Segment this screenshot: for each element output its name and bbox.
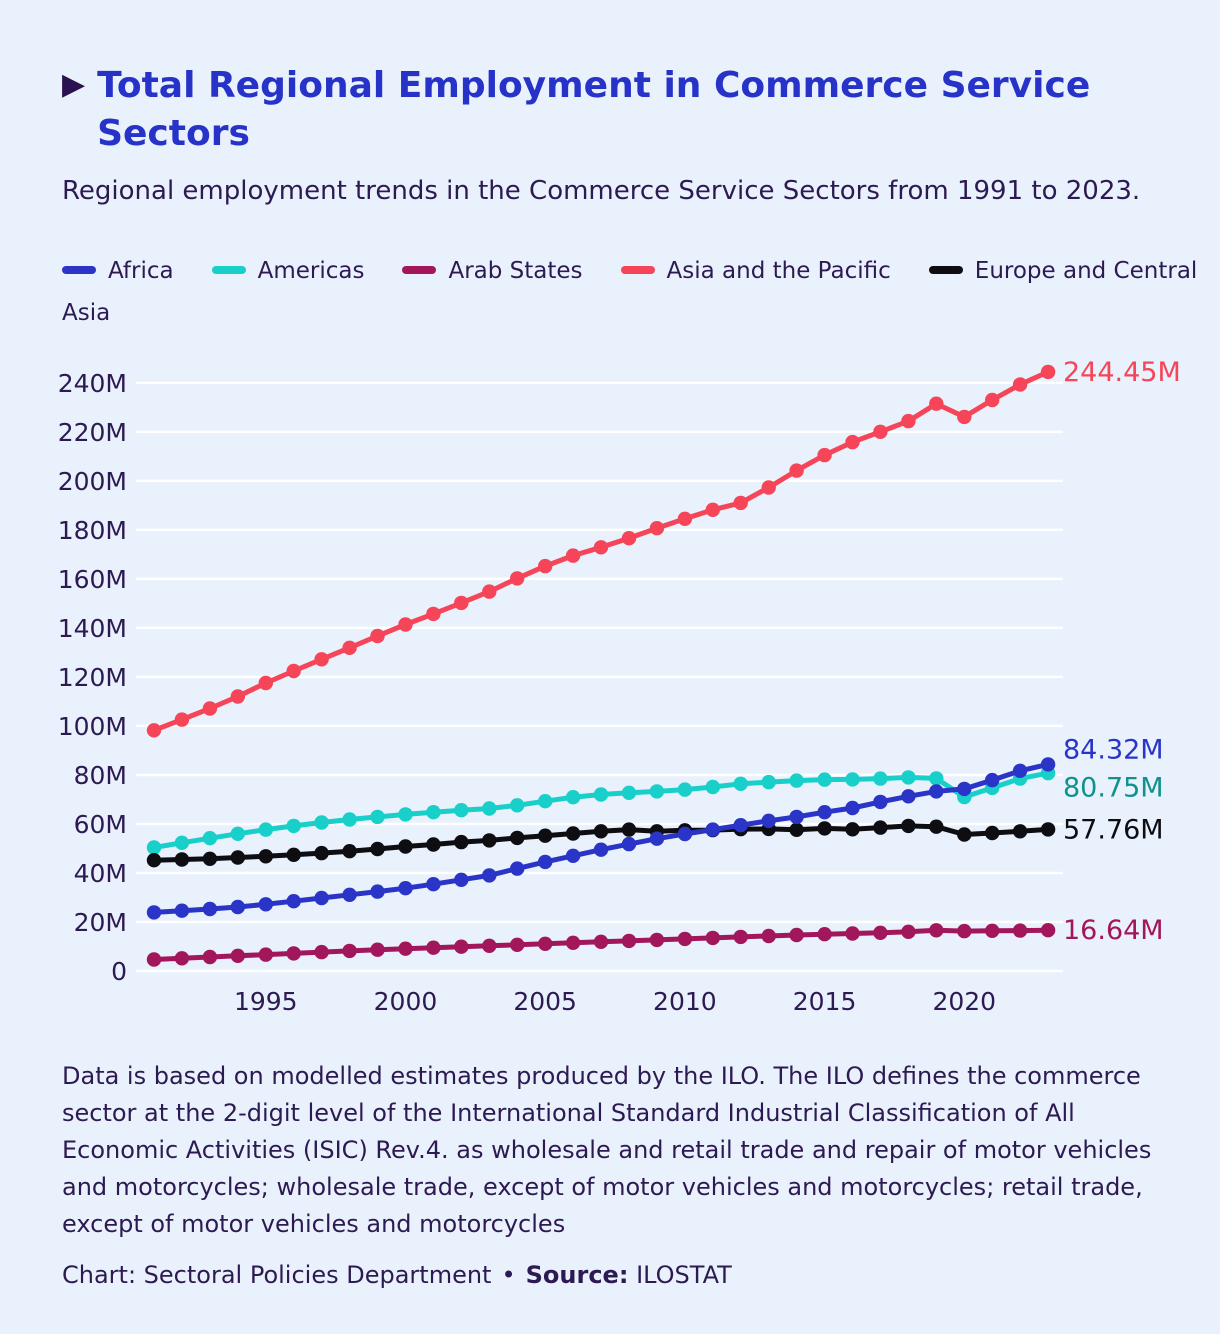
point-arab-states-2003 [482, 939, 496, 953]
point-asia-and-the-pacific-2023 [1041, 365, 1055, 379]
point-americas-1998 [342, 812, 356, 826]
point-americas-2002 [454, 803, 468, 817]
point-americas-2013 [762, 775, 776, 789]
point-europe-and-central-asia-2019 [929, 820, 943, 834]
point-europe-and-central-asia-2008 [622, 822, 636, 836]
point-africa-2006 [566, 849, 580, 863]
y-tick-label-200: 200M [57, 466, 127, 496]
point-asia-and-the-pacific-2020 [957, 410, 971, 424]
point-asia-and-the-pacific-2012 [734, 496, 748, 510]
point-asia-and-the-pacific-2009 [650, 521, 664, 535]
point-asia-and-the-pacific-2019 [929, 397, 943, 411]
point-americas-1992 [175, 836, 189, 850]
point-africa-2017 [873, 795, 887, 809]
point-asia-and-the-pacific-1996 [287, 664, 301, 678]
page-title: Total Regional Employment in Commerce Service Sectors [97, 65, 1091, 154]
point-asia-and-the-pacific-2010 [678, 512, 692, 526]
point-americas-2006 [566, 790, 580, 804]
legend-item-arab-states [402, 258, 582, 284]
point-asia-and-the-pacific-1998 [342, 641, 356, 655]
chart-legend [62, 250, 1220, 334]
point-arab-states-2011 [706, 931, 720, 945]
legend-item-africa [62, 258, 174, 284]
point-europe-and-central-asia-2002 [454, 835, 468, 849]
point-americas-2004 [510, 798, 524, 812]
point-asia-and-the-pacific-2022 [1013, 377, 1027, 391]
point-asia-and-the-pacific-1994 [231, 689, 245, 703]
point-arab-states-2008 [622, 934, 636, 948]
x-tick-label-2015: 2015 [792, 987, 857, 1016]
point-arab-states-2014 [789, 928, 803, 942]
point-europe-and-central-asia-1993 [203, 852, 217, 866]
end-label-americas: 80.75M [1063, 772, 1164, 804]
point-asia-and-the-pacific-1993 [203, 701, 217, 715]
point-americas-2003 [482, 801, 496, 815]
source-value: ILOSTAT [636, 1261, 732, 1289]
point-europe-and-central-asia-2001 [426, 837, 440, 851]
point-africa-1995 [259, 897, 273, 911]
legend-swatch-europe-and-central-asia [929, 266, 963, 274]
point-africa-2014 [789, 810, 803, 824]
point-americas-2012 [734, 777, 748, 791]
point-africa-2005 [538, 855, 552, 869]
point-europe-and-central-asia-2003 [482, 833, 496, 847]
point-arab-states-1997 [314, 945, 328, 959]
point-arab-states-2007 [594, 935, 608, 949]
point-arab-states-2001 [426, 941, 440, 955]
point-americas-1995 [259, 822, 273, 836]
point-africa-2023 [1041, 757, 1055, 771]
y-tick-label-60: 60M [73, 809, 127, 839]
legend-item-asia-and-the-pacific [621, 258, 891, 284]
point-europe-and-central-asia-2021 [985, 826, 999, 840]
point-americas-2017 [873, 771, 887, 785]
point-europe-and-central-asia-1994 [231, 850, 245, 864]
legend-label-arab-states: Arab States [448, 258, 583, 284]
point-arab-states-1995 [259, 947, 273, 961]
point-arab-states-2013 [762, 929, 776, 943]
y-tick-label-180: 180M [57, 515, 127, 545]
point-arab-states-2000 [398, 942, 412, 956]
point-europe-and-central-asia-2018 [901, 819, 915, 833]
point-asia-and-the-pacific-1997 [314, 652, 328, 666]
point-asia-and-the-pacific-1999 [370, 629, 384, 643]
point-africa-1993 [203, 902, 217, 916]
point-europe-and-central-asia-2023 [1041, 822, 1055, 836]
point-asia-and-the-pacific-2017 [873, 425, 887, 439]
point-arab-states-2015 [817, 927, 831, 941]
y-tick-label-0: 0 [111, 957, 127, 986]
point-arab-states-1994 [231, 949, 245, 963]
point-asia-and-the-pacific-2001 [426, 607, 440, 621]
point-europe-and-central-asia-1991 [147, 853, 161, 867]
point-africa-1991 [147, 905, 161, 919]
point-americas-2000 [398, 807, 412, 821]
y-tick-label-80: 80M [73, 760, 127, 790]
point-europe-and-central-asia-2006 [566, 826, 580, 840]
x-tick-label-2010: 2010 [653, 987, 717, 1016]
y-tick-label-140: 140M [57, 613, 127, 643]
point-asia-and-the-pacific-2006 [566, 548, 580, 562]
point-arab-states-2019 [929, 923, 943, 937]
credit-separator: • [501, 1261, 516, 1289]
point-asia-and-the-pacific-2007 [594, 540, 608, 554]
end-label-europe-and-central-asia: 57.76M [1063, 814, 1164, 846]
point-africa-1999 [370, 884, 384, 898]
point-arab-states-2004 [510, 938, 524, 952]
x-tick-label-2020: 2020 [932, 987, 997, 1016]
y-tick-label-220: 220M [57, 417, 127, 447]
point-americas-2010 [678, 782, 692, 796]
point-asia-and-the-pacific-2008 [622, 531, 636, 545]
legend-label-americas: Americas [257, 258, 365, 284]
point-americas-1994 [231, 827, 245, 841]
source-label: Source: [525, 1261, 629, 1289]
point-africa-1997 [314, 891, 328, 905]
point-europe-and-central-asia-1992 [175, 852, 189, 866]
point-asia-and-the-pacific-1995 [259, 676, 273, 690]
point-africa-2009 [650, 832, 664, 846]
end-label-africa: 84.32M [1063, 734, 1164, 766]
point-arab-states-1991 [147, 952, 161, 966]
point-europe-and-central-asia-1999 [370, 842, 384, 856]
title-arrow-icon: ▶ [62, 67, 86, 102]
point-arab-states-2012 [734, 930, 748, 944]
point-africa-1998 [342, 888, 356, 902]
point-americas-2001 [426, 805, 440, 819]
point-americas-2014 [789, 773, 803, 787]
point-africa-2021 [985, 773, 999, 787]
point-africa-2019 [929, 784, 943, 798]
point-europe-and-central-asia-2020 [957, 827, 971, 841]
point-asia-and-the-pacific-2018 [901, 414, 915, 428]
point-arab-states-1993 [203, 950, 217, 964]
point-asia-and-the-pacific-2002 [454, 596, 468, 610]
point-americas-1996 [287, 819, 301, 833]
point-arab-states-2023 [1041, 923, 1055, 937]
y-tick-label-240: 240M [57, 368, 127, 398]
point-arab-states-2010 [678, 932, 692, 946]
point-americas-2005 [538, 794, 552, 808]
y-tick-label-20: 20M [73, 907, 127, 937]
point-africa-2018 [901, 789, 915, 803]
point-europe-and-central-asia-2016 [845, 822, 859, 836]
point-africa-2001 [426, 877, 440, 891]
point-asia-and-the-pacific-1991 [147, 723, 161, 737]
point-europe-and-central-asia-2022 [1013, 824, 1027, 838]
point-asia-and-the-pacific-2003 [482, 584, 496, 598]
footnote: Data is based on modelled estimates produced by the ILO. The ILO defines the commerce sector at the 2-digit level of the International Standard Industrial Classification of All Economic Activities (ISIC) Rev.4. as wholesale and retail trade and repair of motor vehicles and motorcycles; wholesale trade, except of motor vehicles and motorcycles; retail trade, except of motor vehicles and motorcycles [62, 1062, 1152, 1238]
point-americas-1997 [314, 815, 328, 829]
point-americas-2007 [594, 787, 608, 801]
point-arab-states-1992 [175, 951, 189, 965]
credit-chart: Chart: Sectoral Policies Department [62, 1261, 492, 1289]
point-africa-2011 [706, 822, 720, 836]
end-label-arab-states: 16.64M [1063, 915, 1164, 947]
point-americas-2018 [901, 770, 915, 784]
point-arab-states-2017 [873, 926, 887, 940]
point-asia-and-the-pacific-2005 [538, 559, 552, 573]
point-africa-2020 [957, 782, 971, 796]
point-arab-states-2006 [566, 936, 580, 950]
y-tick-label-40: 40M [73, 858, 127, 888]
point-africa-2012 [734, 818, 748, 832]
point-americas-2015 [817, 772, 831, 786]
end-label-asia-and-the-pacific: 244.45M [1063, 356, 1181, 388]
point-arab-states-2016 [845, 926, 859, 940]
point-americas-2009 [650, 784, 664, 798]
point-africa-1996 [287, 894, 301, 908]
x-tick-label-1995: 1995 [233, 987, 298, 1016]
point-africa-2004 [510, 861, 524, 875]
point-europe-and-central-asia-1997 [314, 846, 328, 860]
point-europe-and-central-asia-1996 [287, 848, 301, 862]
point-europe-and-central-asia-2005 [538, 829, 552, 843]
legend-item-americas [212, 258, 365, 284]
y-tick-label-100: 100M [57, 711, 127, 741]
point-europe-and-central-asia-2007 [594, 824, 608, 838]
legend-label-africa: Africa [108, 258, 174, 284]
point-asia-and-the-pacific-2015 [817, 448, 831, 462]
point-americas-1999 [370, 810, 384, 824]
legend-swatch-americas [212, 266, 246, 274]
y-tick-label-120: 120M [57, 662, 127, 692]
point-europe-and-central-asia-2004 [510, 831, 524, 845]
point-arab-states-2020 [957, 924, 971, 938]
point-arab-states-2005 [538, 937, 552, 951]
point-africa-2007 [594, 843, 608, 857]
credit-line [62, 1261, 1170, 1289]
legend-swatch-asia-and-the-pacific [621, 266, 655, 274]
employment-line-chart [0, 338, 1220, 1028]
point-europe-and-central-asia-1998 [342, 844, 356, 858]
point-europe-and-central-asia-2017 [873, 820, 887, 834]
point-arab-states-2009 [650, 933, 664, 947]
point-africa-2003 [482, 868, 496, 882]
point-arab-states-1996 [287, 946, 301, 960]
legend-swatch-arab-states [402, 266, 436, 274]
x-tick-label-2000: 2000 [373, 987, 438, 1016]
point-americas-1991 [147, 840, 161, 854]
point-africa-2022 [1013, 764, 1027, 778]
point-arab-states-2018 [901, 925, 915, 939]
point-europe-and-central-asia-2015 [817, 821, 831, 835]
point-asia-and-the-pacific-2014 [789, 463, 803, 477]
point-asia-and-the-pacific-2013 [762, 480, 776, 494]
point-asia-and-the-pacific-2000 [398, 617, 412, 631]
point-americas-2011 [706, 780, 720, 794]
point-europe-and-central-asia-1995 [259, 849, 273, 863]
point-americas-1993 [203, 831, 217, 845]
point-africa-1994 [231, 900, 245, 914]
point-asia-and-the-pacific-2004 [510, 571, 524, 585]
point-americas-2019 [929, 771, 943, 785]
point-arab-states-2021 [985, 924, 999, 938]
legend-label-europe-and-central-asia: Europe and Central Asia [62, 258, 1198, 326]
legend-swatch-africa [62, 266, 96, 274]
point-asia-and-the-pacific-2011 [706, 503, 720, 517]
point-arab-states-1999 [370, 943, 384, 957]
point-europe-and-central-asia-2014 [789, 823, 803, 837]
point-africa-2013 [762, 814, 776, 828]
chart-subtitle: Regional employment trends in the Commerce Service Sectors from 1991 to 2023. [62, 176, 1141, 206]
point-asia-and-the-pacific-2021 [985, 393, 999, 407]
point-asia-and-the-pacific-2016 [845, 435, 859, 449]
title-row [62, 62, 1122, 158]
point-africa-2002 [454, 873, 468, 887]
point-europe-and-central-asia-2000 [398, 839, 412, 853]
x-tick-label-2005: 2005 [513, 987, 577, 1016]
legend-label-asia-and-the-pacific: Asia and the Pacific [666, 258, 891, 284]
point-africa-2010 [678, 827, 692, 841]
point-africa-2015 [817, 805, 831, 819]
point-arab-states-1998 [342, 944, 356, 958]
point-arab-states-2002 [454, 940, 468, 954]
point-arab-states-2022 [1013, 923, 1027, 937]
point-africa-2016 [845, 801, 859, 815]
point-africa-2000 [398, 881, 412, 895]
point-africa-2008 [622, 837, 636, 851]
point-americas-2016 [845, 772, 859, 786]
y-tick-label-160: 160M [57, 564, 127, 594]
point-africa-1992 [175, 904, 189, 918]
point-americas-2008 [622, 786, 636, 800]
point-asia-and-the-pacific-1992 [175, 712, 189, 726]
